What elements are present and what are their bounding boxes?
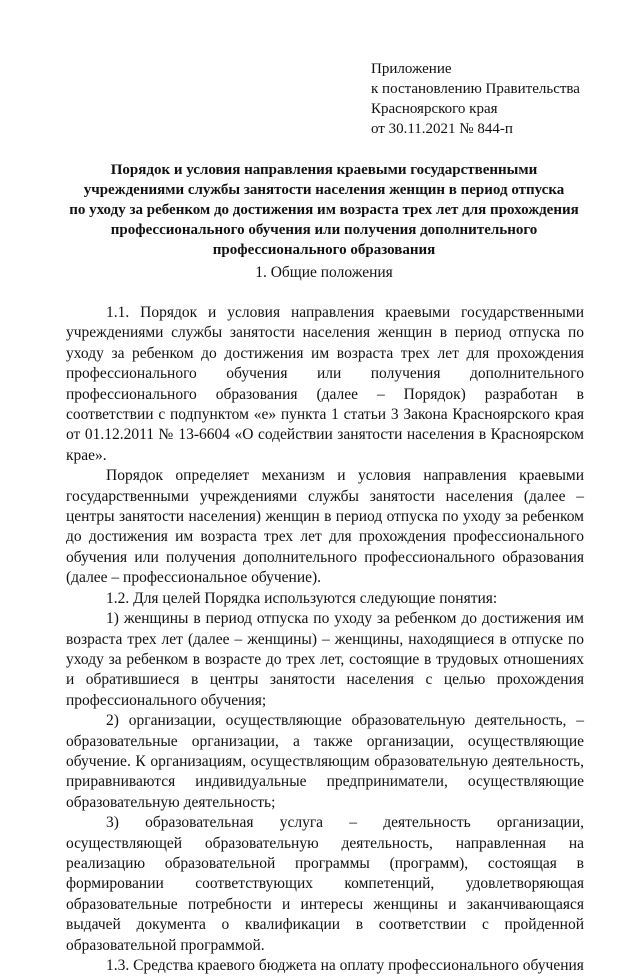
document-body <box>66 303 584 976</box>
appendix-block <box>371 59 580 139</box>
appendix-line: Красноярского края <box>371 101 498 117</box>
paragraph: Порядок определяет механизм и условия направления краевыми государственными учреждениями службы занятости населения (далее – центры занятости населения) женщин в период отпуска по уходу за ребенком до достижения им возраста трех лет для прохождения профессионального обучения или получения дополнительного профессионального образования (далее – профессиональное обучение). <box>66 467 584 587</box>
paragraph: 1.3. Средства краевого бюджета на оплату профессионального обучения <box>106 957 584 974</box>
appendix-line: Приложение <box>371 61 452 77</box>
section-heading: 1. Общие положения <box>255 264 393 281</box>
appendix-line: от 30.11.2021 № 844-п <box>371 121 513 137</box>
document-title <box>60 160 588 260</box>
title-line: по уходу за ребенком до достижения им возраста трех лет для прохождения <box>69 202 579 218</box>
paragraph: 2) организации, осуществляющие образовательную деятельность, – образовательные организации, а также организации, осуществляющие обучение. К организациям, осуществляющим образовательную деятельность, приравниваются индивидуальные предприниматели, осуществляющие образовательную деятельность; <box>66 712 584 811</box>
title-line: Порядок и условия направления краевыми государственными <box>110 162 538 178</box>
paragraph: 3) образовательная услуга – деятельность организации, осуществляющей образовательную деятельность, направленная на реализацию образовательной программы (программ), состоящая в формировании соответствующих компетенций, удовлетворяющая образовательные потребности и интересы женщины и заканчивающаяся выдачей документа о квалификации в соответствии с пройденной образовательной программой. <box>66 814 584 954</box>
paragraph: 1) женщины в период отпуска по уходу за ребенком до достижения им возраста трех лет (далее – женщины) – женщины, находящиеся в отпуске по уходу за ребенком в возрасте до трех лет, состоящие в трудовых отношениях и обратившиеся в центры занятости населения с целью прохождения профессионального обучения; <box>66 610 584 709</box>
title-line: профессионального обучения или получения дополнительного <box>110 222 538 238</box>
appendix-line: к постановлению Правительства <box>371 81 580 97</box>
title-line: учреждениями службы занятости населения женщин в период отпуска <box>83 182 565 198</box>
paragraph: 1.2. Для целей Порядка используются следующие понятия: <box>106 589 498 607</box>
paragraph: 1.1. Порядок и условия направления краевыми государственными учреждениями службы занятости населения женщин в период отпуска по уходу за ребенком до достижения им возраста трех лет для прохождения профессионального обучения или получения дополнительного профессионального образования (далее – Порядок) разработан в соответствии с подпунктом «е» пункта 1 статьи 3 Закона Красноярского края от 01.12.2011 № 13-6604 «О содействии занятости населения в Красноярском крае». <box>66 304 584 464</box>
title-line: профессионального образования <box>212 242 436 258</box>
